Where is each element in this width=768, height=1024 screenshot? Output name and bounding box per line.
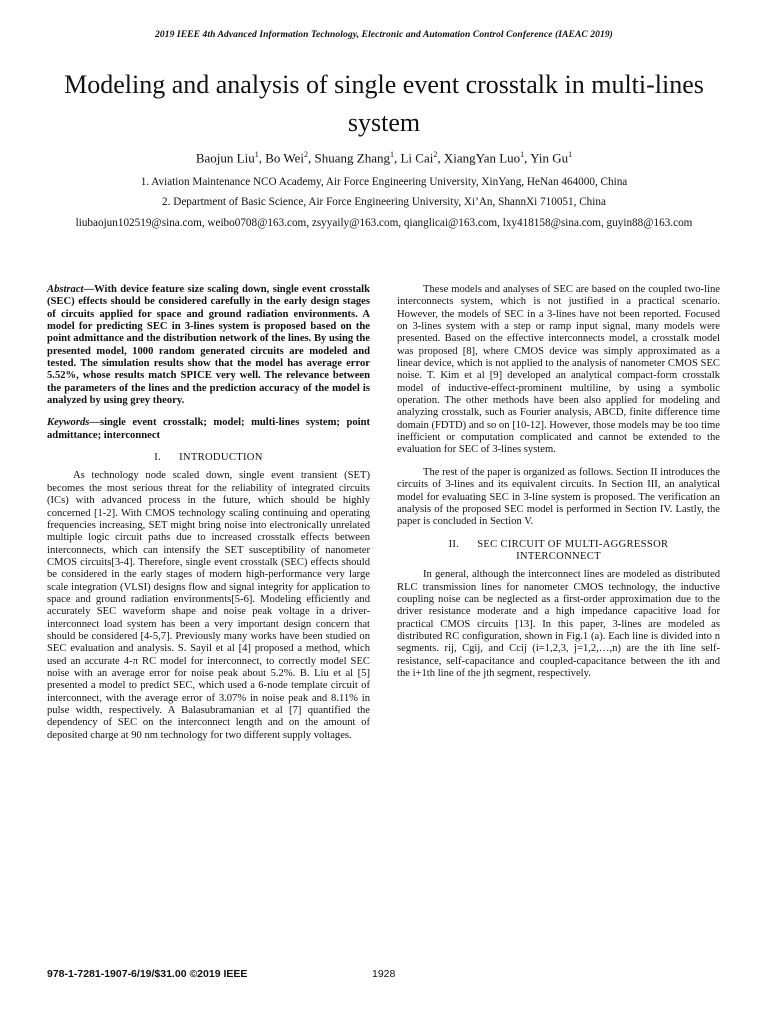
section-heading-introduction [47, 452, 370, 464]
section-title: INTRODUCTION [179, 452, 263, 464]
author-affiliation-mark: 1 [254, 150, 259, 159]
body-paragraph: In general, although the interconnect lines are modeled as distributed RLC transmission lines for nanometer CMOS technology, the inductive coupling noise can be neglected as a first-order approximation due to the driver resistance moderate and a high impedance capacitive load for practical CMOS circuits [13]. In this paper, 3-lines are modeled as distributed RC configuration, shown in Fig.1 (a). Each line is divided into n segments. rij, Cgij, and Ccij (i=1,2,3, j=1,2,…,n) are the ith line self-resistance, self-capacitance and coupled-capacitance between the ith and the i+1th line of the jth segment, respectively. [397, 569, 720, 679]
body-paragraph: The rest of the paper is organized as follows. Section II introduces the circuits of 3-lines and its equivalent circuits. In Section III, an analytical model for evaluating SEC in 3-line system is proposed. The verification an analysis of the proposed SEC model is performed in Section IV. Lastly, the paper is concluded in Section V. [397, 466, 720, 528]
affiliation-2: 2. Department of Basic Science, Air Force Engineering University, Xi’An, ShannXi 710051, China [162, 196, 606, 208]
section-heading-line [397, 539, 720, 551]
body-paragraph: These models and analyses of SEC are based on the coupled two-line interconnects system, which is not justified in a practical scenario. However, the models of SEC in a 3-lines have not been reported. Focused on 3-lines system with a step or ramp input signal, many models were presented. Based on the effective interconnects model, a crosstalk model was proposed [8], where CMOS device was simply approximated as a linear device, which is not applied to the analysis of nanometer CMOS SEC noise. T. Kim et al [9] developed an analytical compact-form crosstalk model of inductive-effect-prominent multiline, by using a symbolic operation. The other methods have been also applied for modeling and analyzing crosstalk, such as Fourier analysis, ABCD, finite difference time domain (FDTD) and so on [10-12]. However, those models may be too time inefficient or computation complicated and cannot be extended to the evaluation for SEC of 3-lines system. [397, 284, 720, 456]
section-heading-sec-circuit [397, 539, 720, 564]
author-name: XiangYan Luo [443, 150, 521, 166]
section-number: I. [154, 452, 162, 464]
abstract-text: —With device feature size scaling down, single event crosstalk (SEC) effects should be considered carefully in the early design stages of circuits applied for space and ground radiation environments. A model for predicting SEC in 3-lines system is proposed based on the point admittance and the distribution network of the lines. By using the presented model, 1000 random generated circuits are modeled and tested. The simulation results show that the model has average error 5.52%, whose results match SPICE very well. The relevance between the parameters of the lines and the prediction accuracy of the model is analyzed by using grey theory. [47, 284, 370, 407]
author-separator: , [437, 150, 444, 166]
author-affiliation-mark: 2 [304, 150, 309, 159]
abstract [47, 284, 370, 407]
section-number: II. [448, 538, 460, 550]
author-name: Baojun Liu [195, 150, 255, 166]
affiliation-1: 1. Aviation Maintenance NCO Academy, Air Force Engineering University, XinYang, HeNan 464000, China [140, 176, 628, 188]
author-affiliation-mark: 1 [389, 150, 394, 159]
page-number: 1928 [372, 968, 396, 980]
introduction-paragraph: As technology node scaled down, single event transient (SET) becomes the most serious threat for the reliability of integrated circuits (ICs) with advanced process in the future, which should be highly concerned [1-2]. With CMOS technology scaling continuing and operating frequencies increasing, SET might bring noise into electronically unrelated multiple logic circuit paths due to increased crosstalk effects between interconnects, which can intensify the SET susceptibility of nanometer CMOS circuits[3-4]. Therefore, single event crosstalk (SEC) effects should be considered in the early stages of modern high-performance very large scale integration (VLSI) designs flow and signal integrity for application to space and ground radiation environments[5-6]. Modeling efficiently and accurately SEC waveform shape and noise peak voltage in a driver-interconnect load system has been a very important design concern that should be considered [4-5,7]. Previously many works have been studied on SEC evaluation and analysis. S. Sayil et al [4] proposed a method, which used an accurate 4-π RC model for interconnect, to correctly model SEC noise with an average error for noise peak about 5.2%. B. Liu et al [5] presented a model to predict SEC, which used a 6-node template circuit of interconnect, with the average error of 3.07% in noise peak and 8.11% in pulse width, respectively. A Balasubramanian et al [7] quantified the dependency of SEC on the interconnect length and on the amount of deposited charge at 90 nm technology for two different supply voltages. [47, 470, 370, 741]
author-emails: liubaojun102519@sina.com, weibo0708@163.com, zsyyaily@163.com, qianglicai@163.com, lxy418158@sina.com, guyin88@163.com [75, 217, 693, 229]
section-title: SEC CIRCUIT OF MULTI-AGGRESSOR [477, 538, 669, 550]
paper-title: Modeling and analysis of single event crosstalk in multi-lines system [64, 70, 704, 137]
author-list [0, 150, 768, 166]
left-column [47, 284, 370, 742]
author-separator: , [524, 150, 531, 166]
author-affiliation-mark: 2 [433, 150, 438, 159]
keywords-text: —single event crosstalk; model; multi-lines system; point admittance; interconnect [47, 417, 370, 441]
author-separator: , [258, 150, 266, 166]
author-separator: , [393, 150, 401, 166]
keywords [47, 417, 370, 442]
copyright-notice: 978-1-7281-1907-6/19/$31.00 ©2019 IEEE [47, 968, 248, 980]
right-column [397, 284, 720, 680]
author-affiliation-mark: 1 [520, 150, 525, 159]
author-name: Li Cai [400, 150, 434, 166]
author-name: Yin Gu [530, 150, 569, 166]
abstract-label: Abstract [47, 284, 84, 295]
section-heading-line: INTERCONNECT [516, 550, 601, 562]
author-name: Bo Wei [265, 150, 305, 166]
keywords-label: Keywords [47, 417, 90, 429]
author-separator: , [308, 150, 315, 166]
conference-header: 2019 IEEE 4th Advanced Information Technology, Electronic and Automation Control Conference (IAEAC 2019) [155, 30, 613, 40]
author-name: Shuang Zhang [314, 150, 390, 166]
author-affiliation-mark: 1 [568, 150, 573, 159]
